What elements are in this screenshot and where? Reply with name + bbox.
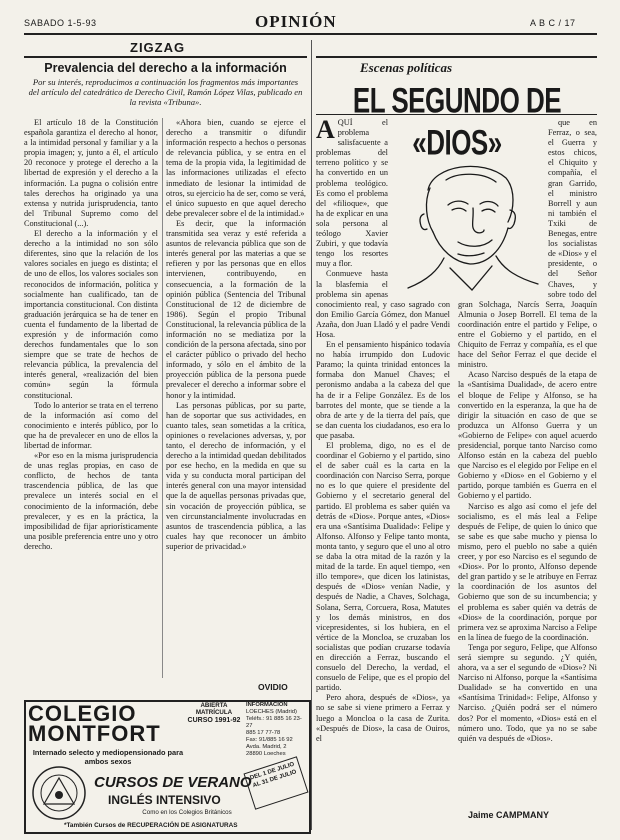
zigzag-intro: Por su interés, reproducimos a continuación los fragmentos más importantes del artículo del catedrático de Derecho Civil, Ramón López Vilas, publicado en la revista «Tribuna». <box>28 77 303 107</box>
paragraph: El derecho a la información y el derecho a la intimidad no son sólo diferentes, sino que la relación de los valores sociales en juego es distinta; el de uno de ellos, los valores sociales son reconocidos de información, política y socialmente han cualificado, tan de importancia constitucional. Con distinta graduación jerárquica se ha de tener en cuenta el fundamento de la libertad de expresión y de información como derechos fundamentales que lo son siempre que se trate de hechos de relevancia pública, la prevalencia del interés general, «realización del bien común» según la fórmula constitucional. <box>24 229 158 400</box>
ad-school-name-line1: COLEGIO <box>28 701 137 726</box>
ad-info-title: INFORMACIÓN <box>246 702 288 708</box>
ad-info-line: Teléfs.: 91 885 16 23-27 <box>246 716 302 729</box>
ad-summer-courses: CURSOS DE VERANO <box>94 774 252 791</box>
zigzag-label: ZIGZAG <box>130 40 186 55</box>
lead-paragraph: QUÍ el problema salisfacuente a problemas del terreno político y se ha convertido en un problema teológico. Es como el problema del «filioque», que ha de explicar en una sola persona al teólogo Xavier Zubiri, y que todavía tengo los resortes muy a flor. <box>316 118 388 269</box>
paragraph: El artículo 18 de la Constitución española garantiza el derecho al honor, a la intimidad personal y familiar y a la propia imagen; y, junto a él, el artículo 20 reconoce y protege el derecho a la libertad de expresión y el derecho a la información. La pugna o colisión entre tales derechos ha originado ya una extensa y nutrida jurisprudencia, tanto del Tribunal Supremo como del Constitucional (...). <box>24 118 158 228</box>
paragraph: Conmueve hasta la blasfemia el problema sin apenas conocimiento real, y caso sagrado con don Emilio García Gómez, don Manuel Azaña, don Juan Lladó y el padre Vendi Hosa. <box>316 269 450 339</box>
ad-info-line: Fax: 91/885 16 92 <box>246 737 293 743</box>
escenas-title-rule <box>316 114 597 115</box>
ad-english-details <box>92 809 282 816</box>
header-rule <box>24 33 597 35</box>
ad-date-stamp: DEL 1 DE JULIO AL 31 DE JULIO <box>243 756 308 809</box>
escenas-title: EL SEGUNDO DE «DIOS» <box>352 80 562 163</box>
column-divider <box>162 118 163 678</box>
ad-info-line: 885 17 77-78 <box>246 730 281 736</box>
section-title: OPINIÓN <box>255 12 337 31</box>
page-number: A B C / 17 <box>530 18 576 28</box>
paragraph: En el pensamiento hispánico todavía no había irrumpido don Ludovic Paramo; la quinta trinidad entonces la formaba don Manuel Chaves; el peronismo andaba a la cabeza del que ha de ir a Felipe González. Es de los barrotes del monte, que se tiende a la obra de arte y de la tierra del país, que se dan cuenta los ciudadanos, eso era lo que pasaba. <box>316 340 450 440</box>
escenas-signature: Jaime CAMPMANY <box>468 810 550 820</box>
zigzag-column-2 <box>166 118 306 678</box>
ad-subtitle: Internado selecto y mediopensionado para ambos sexos <box>32 748 184 766</box>
paragraph: Todo lo anterior se trata en el terreno de la información así como del conocimiento e interés público, por lo que ha de prevalecer en uno de ellos la libertad de informar. <box>24 400 158 450</box>
paragraph: Es decir, que la información transmitida sea veraz y esté referida a asuntos de relevancia pública que son de interés general por las materias a que se refieren y por las personas que en ellos intervienen, contribuyendo, en consecuencia, a la formación de la opinión pública (Sentencia del Tribunal Constitucional de 12 de diciembre de 1986). Según el propio Tribunal Constitucional, la relevancia pública de la información no se mediatiza por la condición de la persona afectada, sino por el carácter público o privado del hecho informado, y sólo en el ámbito de la proyección pública de la persona puede prevalecer el derecho a informar sobre el honor y la intimidad. <box>166 218 306 400</box>
ad-info-line: 28890 Loeches <box>246 751 286 757</box>
ad-enrollment-course: CURSO 1991-92 <box>187 716 241 724</box>
page-divider <box>311 40 312 830</box>
ad-footer: *También Cursos de RECUPERACIÓN DE ASIGNATURAS <box>64 822 238 829</box>
paragraph: Narciso es algo así como el jefe del socialismo, es el más leal a Felipe después de Felipe, de quien lo único que se sabe es que sabe mucho y piensa lo mismo, pero el pueblo no sabe a quién creer, y por eso Narciso es el segundo de «Dios». Por lo pronto, Alfonso depende del gran partido y se le atribuye en Ferraz la coordinación de los asuntos del Gobierno que son de su incumbencia; y el problema es saber quién va detrás de «Dios» de la coordinación, porque por primera vez se aproxima Narciso a Felipe en la línea de fuego de la coordinación. <box>458 501 597 642</box>
ad-school-name-line2: MONTFORT <box>28 721 161 746</box>
header-date: SABADO 1-5-93 <box>24 18 97 28</box>
zigzag-rule <box>24 56 307 58</box>
ad-seal-graphic <box>30 764 88 822</box>
portrait-drawing <box>388 150 548 300</box>
ad-info <box>246 702 306 760</box>
paragraph: Tenga por seguro, Felipe, que Alfonso será siempre su segundo. ¿Y quién, ahora, va a ser el segundo de «Dios»? Ni Narciso ni Alfonso, porque la «Santísima Dualidad» se ha convertido en una «Santísima Trinidad»: Felipe, Alfonso y Narciso. ¿Quién podrá ser el número dos? Por el momento, «Dios» está en el número uno. Todo, que ya no se sabe quién va después de «Dios». <box>458 642 597 743</box>
escenas-rule <box>316 56 597 58</box>
ad-detail-line: Como en los Colegios Británicos <box>142 809 232 816</box>
zigzag-signature: OVIDIO <box>258 682 288 692</box>
zigzag-column-1 <box>24 118 158 686</box>
paragraph: El problema, digo, no es el de coordinar el Gobierno y el partido, sino el de saber cuál es la carta en la coordinación con Narciso Serra, porque no es lo que quiere el presidente del Gobierno y el secretario general del partido. El problema es saber quién va detrás de «Dios». Porque antes, «Dios» era una «Santísima Dualidad»: Felipe y Alfonso. Alfonso y Felipe tanto monta, monta tanto, y seguro que el uno al otro se daba la otra mitad de la razón y la mitad de la tarde. En aquel tiempo, «en illo tempore», que dicen los latinistas, después de «Dios» venían Nadie, y después de Nadie, a Chaves, Solchaga, Solana, Serra, Corcuera, Rosa, Matutes y los demás ministros, en dos vicepresidentes, si los hubiera, en el vértice de la Moncloa, se cruzaban los socialistas que podían cruzarse todavía en dirección a Ferraz, buscando el consuelo del Derecho, la verdad, el consuelo de Felipe, que es el propio del partido. <box>316 441 450 693</box>
paragraph: «Ahora bien, cuando se ejerce el derecho a transmitir o difundir información respecto a hechos o personas de relevancia pública, y se entra en el tema de la propia vida, la legitimidad de las informaciones utilizadas el efecto inmediato de lesionar la intimidad de otros, su ejercicio ha de ser, como se verá, el único supuesto en que aquel derecho debe prevalecer sobre el de la intimidad.» <box>166 118 306 218</box>
escenas-label: Escenas políticas <box>360 60 453 75</box>
dropcap: A <box>316 118 335 144</box>
paragraph: Las personas públicas, por su parte, han de soportar que sus actividades, en cuanto tales, sean sometidas a la crítica, opiniones o revelaciones adversas, y, por tanto, el derecho de información, y el derecho a la intimidad quedan debilitados por ese hecho, en la medida en que su vida y su conducta moral participan del interés general con una mayor intensidad que la de aquellas personas privadas que, sin vocación de proyección pública, se ven circunstancialmente involucradas en asuntos de trascendencia pública, a las cuales hay que reconocer un ámbito superior de privacidad.» <box>166 400 306 551</box>
paragraph: Pero ahora, después de «Dios», ya no se sabe si viene primero a Ferraz y luego a Moncloa o la casa de Zurita. «Después de Dios», la casa de Ouiros, el <box>316 693 450 743</box>
ad-intensive-english: INGLÉS INTENSIVO <box>108 793 221 807</box>
paragraph: Acaso Narciso después de la etapa de la «Santísima Dualidad», de acero entre el bloque de Felipe y Alfonso, se ha convertido en la esperanza, la que ha de dirigir la situación en caso de que se produzca un Alfonso Guerra y un «Gobierno de Felipe» con aquel acuerdo presidencial, porque tanto Narciso como Alfonso están en la cabeza del pueblo que Narciso es el elegido por Felipe en el Gobierno y «Dios» en el Gobierno y el partido, porque también es Guerra en el Gobierno y el partido. <box>458 370 597 501</box>
paragraph: «Por eso en la misma jurisprudencia de unas reglas propias, en caso de conflicto, de hechos de tanta trascendencia pública, de las que prevalece un interés social en el conocimiento de la información, debe prevalecer, y es en la práctica, la imposibilidad de fijar apriorísticamente una posible preferencia entre uno y otro derecho. <box>24 451 158 551</box>
ad-info-line: Avda. Madrid, 2 <box>246 744 287 750</box>
ad-info-line: LOECHES (Madrid) <box>246 709 297 715</box>
paragraph: que en Ferraz, o sea, el Guerra y estos chicos, el Chiquito y compañía, el gran Garrido, el ministro Borrell y aun ni también el Txiki de Benegas, entre los socialistas de «Dios» y el presidente, o del Señor Chaves, y sobre todo del gran Solchaga, Narcís Serra, Joaquín Almunia o Josep Borrell. El tema de la coordinación entre el partido y Felipe, o entre el Gobierno y el partido, en el Chiquito de Ferraz y compañía, es el que hace del Señor Ferraz el que decide el ministro. <box>458 118 597 370</box>
ad-enrollment <box>186 702 242 740</box>
zigzag-title: Prevalencia del derecho a la información <box>44 61 287 75</box>
ad-enrollment-title: ABIERTA MATRÍCULA <box>195 702 233 717</box>
